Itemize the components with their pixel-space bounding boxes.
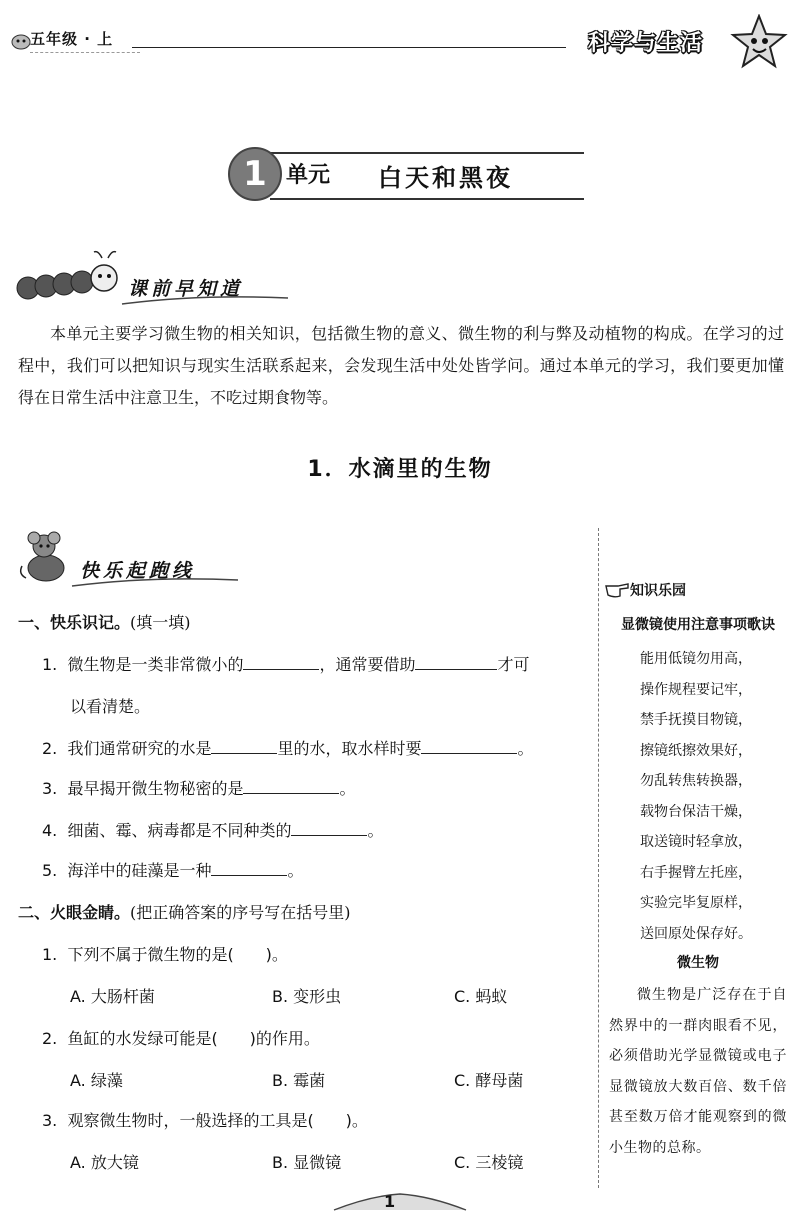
- section2-note: (把正确答案的序号写在括号里): [130, 903, 351, 922]
- answer-blank[interactable]: [415, 655, 497, 670]
- poem-line: 载物台保洁干燥，: [640, 803, 752, 820]
- answer-blank[interactable]: [421, 739, 517, 754]
- question-text: 微生物是一类非常微小的: [67, 655, 244, 674]
- grade-label: 五年级 · 上: [30, 30, 114, 48]
- sidebar-paragraph: 微生物是广泛存在于自然界中的一群肉眼看不见，必须借助光学显微镜或电子显微镜放大数百倍、数千倍甚至数万倍才能观察到的微小生物的总称。: [609, 987, 787, 1156]
- question-text: 。: [339, 779, 356, 798]
- question-number: 5.: [42, 861, 58, 880]
- question-text: 海洋中的硅藻是一种: [67, 861, 212, 880]
- question-number: 4.: [42, 821, 58, 840]
- preview-paragraph: 本单元主要学习微生物的相关知识，包括微生物的意义、微生物的利与弊及动植物的构成。在学习的过程中，我们可以把知识与现实生活联系起来，会发现生活中处处皆学问。通过本单元的学习，我们要更加懂得在日常生活中注意卫生，不吃过期食物等。: [18, 324, 784, 407]
- question-number: 2.: [42, 1029, 58, 1048]
- fill-question-1: [42, 652, 529, 675]
- brand-title: 科学与生活: [588, 31, 704, 56]
- question-text: 。: [287, 861, 304, 880]
- header-dash-decoration: [30, 52, 140, 53]
- poem-line: 勿乱转焦转换器，: [640, 773, 752, 789]
- poem-line: 操作规程要记牢，: [640, 681, 752, 698]
- section2-heading: 二、火眼金睛。: [18, 903, 131, 922]
- question-text: 。: [367, 821, 384, 840]
- choice-question-2: [42, 1026, 320, 1049]
- question-text: 。: [517, 739, 534, 758]
- sidebar-heading: 知识乐园: [630, 583, 686, 599]
- lesson-badge-label: 快乐起跑线: [80, 560, 196, 582]
- question-text: 最早揭开微生物秘密的是: [67, 779, 244, 798]
- poem-line: 擦镜纸擦效果好，: [640, 742, 752, 759]
- fill-question-5: [42, 858, 303, 881]
- lesson-title: 1．水滴里的生物: [307, 457, 493, 482]
- section1-title: [18, 610, 191, 633]
- unit-number-badge: 1: [228, 147, 282, 201]
- fill-question-1-continued: 以看清楚。: [70, 697, 151, 716]
- answer-blank[interactable]: [291, 821, 367, 836]
- sidebar-poem: [606, 644, 786, 949]
- choice-option-b[interactable]: B. 显微镜: [272, 1153, 342, 1172]
- badge-underline-swoosh: [70, 572, 240, 590]
- answer-blank[interactable]: [211, 739, 277, 754]
- page-number-ornament: [330, 1190, 470, 1212]
- question-text[interactable]: 观察微生物时，一般选择的工具是( )。: [67, 1111, 368, 1130]
- sidebar-subtitle-microbe: 微生物: [677, 955, 719, 971]
- question-number: 1.: [42, 655, 58, 674]
- choice-option-c[interactable]: C. 蚂蚁: [454, 987, 508, 1006]
- section1-heading: 一、快乐识记。: [18, 613, 131, 632]
- question-text: 我们通常研究的水是: [67, 739, 212, 758]
- caterpillar-icon: [14, 248, 124, 310]
- answer-blank[interactable]: [243, 779, 339, 794]
- choice-question-3: [42, 1108, 368, 1131]
- sidebar-subtitle: 显微镜使用注意事项歌诀: [621, 617, 775, 633]
- preview-badge-label: 课前早知道: [128, 278, 244, 300]
- question-text[interactable]: 下列不属于微生物的是( )。: [67, 945, 288, 964]
- unit-banner-top-line: [258, 152, 584, 154]
- question-text: 里的水，取水样时要: [277, 739, 422, 758]
- choice-option-a[interactable]: A. 绿藻: [70, 1071, 123, 1090]
- section1-note: (填一填): [130, 613, 191, 632]
- poem-line: 实验完毕复原样，: [640, 895, 752, 911]
- question-number: 3.: [42, 779, 58, 798]
- poem-line: 取送镜时轻拿放，: [640, 834, 752, 850]
- unit-label: 单元: [286, 163, 331, 188]
- poem-line: 禁手抚摸目物镜，: [640, 712, 752, 728]
- poem-line: 送回原处保存好。: [640, 925, 752, 942]
- question-number: 1.: [42, 945, 58, 964]
- question-number: 3.: [42, 1111, 58, 1130]
- fill-question-3: [42, 776, 355, 799]
- grade-mascot-icon: [10, 30, 32, 50]
- question-text[interactable]: 鱼缸的水发绿可能是( )的作用。: [67, 1029, 320, 1048]
- unit-banner-bottom-line: [270, 198, 584, 200]
- fill-question-2: [42, 736, 533, 759]
- answer-blank[interactable]: [211, 861, 287, 876]
- column-divider: [598, 528, 599, 1188]
- choice-option-a[interactable]: A. 大肠杆菌: [70, 987, 155, 1006]
- fill-question-4: [42, 818, 383, 841]
- choice-option-c[interactable]: C. 三棱镜: [454, 1153, 524, 1172]
- question-text: ，通常要借助: [319, 655, 416, 674]
- page-number: 1: [384, 1192, 396, 1211]
- question-text: 才可: [497, 655, 530, 674]
- star-mascot-icon: [730, 14, 788, 70]
- question-number: 2.: [42, 739, 58, 758]
- choice-question-1: [42, 942, 288, 965]
- choice-option-b[interactable]: B. 变形虫: [272, 987, 342, 1006]
- choice-option-b[interactable]: B. 霉菌: [272, 1071, 326, 1090]
- badge-underline-swoosh: [120, 290, 290, 308]
- unit-title: 白天和黑夜: [378, 163, 513, 192]
- question-text: 细菌、霉、病毒都是不同种类的: [67, 821, 292, 840]
- section2-title: [18, 900, 351, 923]
- poem-line: 能用低镜勿用高，: [640, 651, 752, 667]
- header-rule: [132, 47, 566, 48]
- answer-blank[interactable]: [243, 655, 319, 670]
- pointing-hand-icon: [604, 576, 630, 600]
- choice-option-c[interactable]: C. 酵母菌: [454, 1071, 524, 1090]
- choice-option-a[interactable]: A. 放大镜: [70, 1153, 139, 1172]
- poem-line: 右手握臂左托座，: [640, 864, 752, 881]
